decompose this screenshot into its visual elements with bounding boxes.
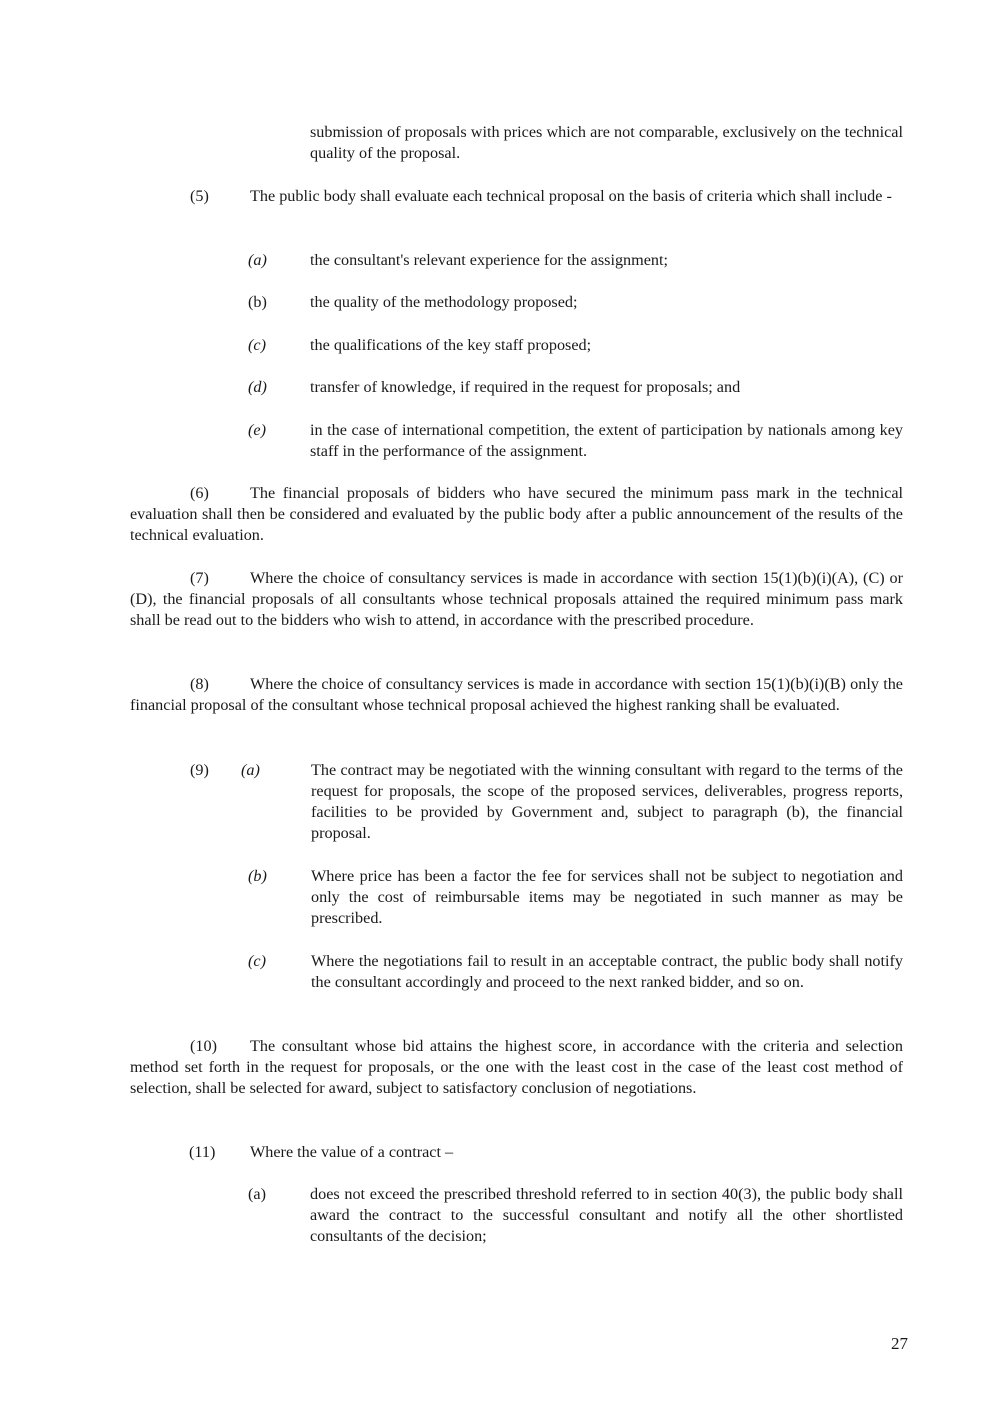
item-label-5a: (a) — [248, 251, 267, 269]
section-number: (5) — [190, 187, 209, 205]
item-label-9c: (c) — [248, 952, 266, 970]
section-text: Where the choice of consultancy services is made in accordance with section 15(1)(b)(i)(A), (C) or (D), the financial proposals of all consultants whose technical proposals attained the required minimum pass mark shall be read out to the bidders who wish to attend, in accordance with the prescribed procedure. — [130, 569, 903, 629]
item-label-5b: (b) — [248, 293, 267, 311]
page-number: 27 — [891, 1334, 908, 1353]
item-text-5c: the qualifications of the key staff proposed; — [310, 336, 592, 354]
section-number: (7) — [190, 569, 209, 587]
item-label-5e: (e) — [248, 421, 266, 439]
item-text-9c: Where the negotiations fail to result in an acceptable contract, the public body shall notify the consultant accordingly and proceed to the next ranked bidder, and so on. — [311, 952, 903, 991]
item-text-5b: the quality of the methodology proposed; — [310, 293, 578, 311]
item-text-11a: does not exceed the prescribed threshold referred to in section 40(3), the public body shall award the contract to the successful consultant and notify all the other shortlisted consultants of the decision; — [310, 1185, 903, 1245]
item-label-5c: (c) — [248, 336, 266, 354]
section-number: (10) — [190, 1037, 217, 1055]
item-text-9a: The contract may be negotiated with the winning consultant with regard to the terms of the request for proposals, the scope of the proposed services, deliverables, progress reports, facilities to be provided by Government and, subject to paragraph (b), the financial proposal. — [311, 761, 903, 842]
item-text-5e: in the case of international competition, the extent of participation by nationals among key staff in the performance of the assignment. — [310, 421, 903, 460]
item-text-5d: transfer of knowledge, if required in the request for proposals; and — [310, 378, 741, 396]
section-number: (8) — [190, 675, 209, 693]
section-text: The consultant whose bid attains the highest score, in accordance with the criteria and selection method set forth in the request for proposals, or the one with the least cost in the case of the least cost method of selection, shall be selected for award, subject to satisfactory conclusion of negotiations. — [130, 1037, 903, 1097]
section-10 — [130, 1036, 903, 1099]
item-text-5a: the consultant's relevant experience for the assignment; — [310, 251, 669, 269]
continuation-text: submission of proposals with prices which are not comparable, exclusively on the technical quality of the proposal. — [310, 123, 903, 162]
section-5 — [130, 186, 903, 207]
section-text: Where the choice of consultancy services is made in accordance with section 15(1)(b)(i)(B) only the financial proposal of the consultant whose technical proposal achieved the highest ranking shall be evaluated. — [130, 675, 903, 714]
section-number-11: (11) — [189, 1143, 216, 1161]
section-text: The financial proposals of bidders who have secured the minimum pass mark in the technical evaluation shall then be considered and evaluated by the public body after a public announcement of the results of the technical evaluation. — [130, 484, 903, 544]
section-8 — [130, 674, 903, 716]
section-6 — [130, 483, 903, 546]
item-label-11a: (a) — [248, 1185, 266, 1203]
item-label-5d: (d) — [248, 378, 267, 396]
section-text-11: Where the value of a contract – — [250, 1143, 454, 1161]
section-7 — [130, 568, 903, 631]
section-number-9: (9) — [190, 761, 209, 779]
section-number: (6) — [190, 484, 209, 502]
section-text: The public body shall evaluate each technical proposal on the basis of criteria which shall include - — [250, 187, 892, 205]
item-text-9b: Where price has been a factor the fee for services shall not be subject to negotiation and only the cost of reimbursable items may be negotiated in such manner as may be prescribed. — [311, 867, 903, 927]
item-label-9b: (b) — [248, 867, 267, 885]
item-label-9a: (a) — [241, 761, 260, 779]
